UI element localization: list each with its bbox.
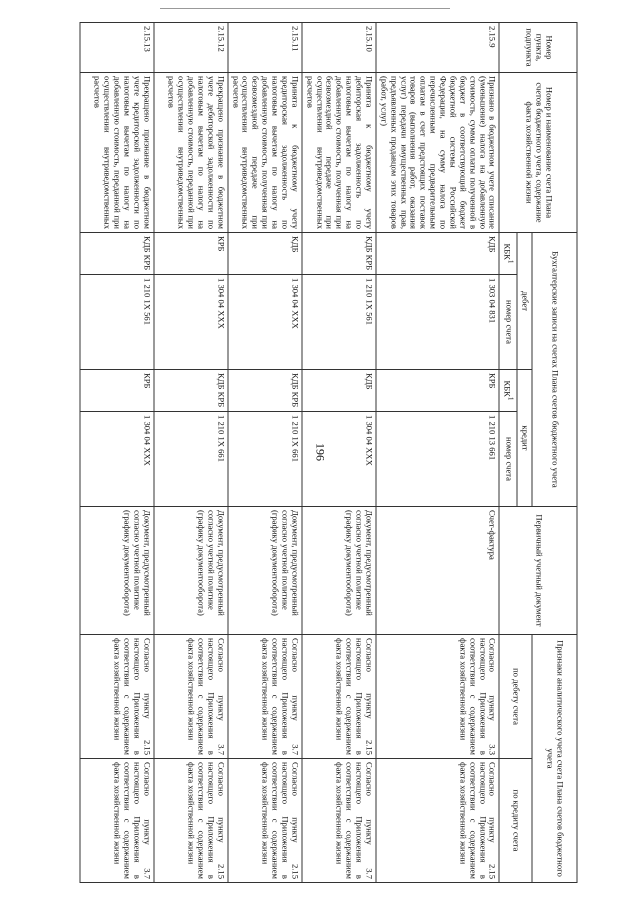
header-by-debit: по дебету счета [499, 635, 532, 759]
row-debit-account: 1 303 04 831 [376, 275, 500, 370]
row-analytic-debit: Согласно пункту 3.7 настоящего Приложения в соответствии с содержанием факта хозяйственной жизни [154, 635, 228, 759]
row-credit-kbk: КРБ [376, 370, 500, 412]
row-analytic-credit: Согласно пункту 3.7 настоящего Приложения в соответствии с содержанием факта хозяйственной жизни [80, 759, 154, 883]
row-number: 2.15.9 [376, 23, 500, 73]
header-debit-account: номер счета [499, 275, 517, 370]
table-row [80, 23, 154, 883]
row-debit-account: 1 210 1X 561 [80, 275, 154, 370]
table-row [302, 23, 376, 883]
row-description: Прекращено признание в бюджетном учете дебиторской задолженности по налоговым вычетам по налогу на добавленную стоимость, переданной при осуществлении внутриведомственных расчетов [154, 73, 228, 233]
row-credit-account: 1 210 1X 661 [154, 412, 228, 507]
header-entries: Бухгалтерские записи на счетах Плана счетов бюджетного учета [532, 233, 577, 507]
row-description: Прекращено признание в бюджетном учете кредиторской задолженности по налоговым вычетам по налогу на добавленную стоимость, переданной при осуществлении внутриведомственных расчетов [80, 73, 154, 233]
row-debit-kbk: КДБ КРБ [80, 233, 154, 275]
header-number: Номер пункта, подпункта [499, 23, 577, 73]
table-row [228, 23, 302, 883]
row-debit-kbk: КДБ КРБ [302, 233, 376, 275]
top-rule [160, 8, 450, 9]
table-row [376, 23, 500, 883]
rotated-table-container [63, 22, 578, 882]
header-document: Первичный учетный документ [499, 507, 577, 635]
row-analytic-credit: Согласно пункту 2.15 настоящего Приложения в соответствии с содержанием факта хозяйственной жизни [376, 759, 500, 883]
row-description: Признано в бюджетном учете списание (уменьшение) налога на добавленную стоимость, суммы оплаты полученной в бюджет в соответствующий бюджет бюджетной системы Российской Федерации, на сумму налога по перечисленным предварительным оплатам в счет предстоящих поставок товаров (выполнения работ, оказания услуг) передачи имущественных прав, предъявленных продавцом этих товаров (работ, услуг) [376, 73, 500, 233]
row-number: 2.15.12 [154, 23, 228, 73]
header-analytic: Признаки аналитического учета счета Плана счетов бюджетного учета [532, 635, 577, 883]
row-description: Принята к бюджетному учету кредиторская задолженность по налоговым вычетам по налогу на добавленную стоимость, полученная при безвозмездной передаче при осуществлении внутриведомственных расчетов [228, 73, 302, 233]
accounting-entries-table [79, 22, 577, 883]
table-row [154, 23, 228, 883]
row-analytic-debit: Согласно пункту 3.3 настоящего Приложения в соответствии с содержанием факта хозяйственной жизни [376, 635, 500, 759]
header-debit-kbk: КБК$^1$ [499, 233, 517, 275]
row-credit-kbk: КДБ КРБ [228, 370, 302, 412]
row-analytic-debit: Согласно пункту 2.15 настоящего Приложения в соответствии с содержанием факта хозяйственной жизни [80, 635, 154, 759]
row-debit-account: 1 304 04 XXX [154, 275, 228, 370]
row-debit-kbk: КРБ [154, 233, 228, 275]
row-debit-account: 1 304 04 XXX [228, 275, 302, 370]
row-debit-kbk: КДБ [376, 233, 500, 275]
page-number: 196 [313, 443, 328, 461]
header-credit-account: номер счета [499, 412, 517, 507]
row-number: 2.15.10 [302, 23, 376, 73]
row-number: 2.15.11 [228, 23, 302, 73]
row-analytic-debit: Согласно пункту 3.7 настоящего Приложения в соответствии с содержанием факта хозяйственной жизни [228, 635, 302, 759]
row-credit-account: 1 210 13 661 [376, 412, 500, 507]
row-debit-kbk: КДБ [228, 233, 302, 275]
header-by-credit: по кредиту счета [499, 759, 532, 883]
row-document: Документ, предусмотренный согласно учетной политике (графику документооборота) [154, 507, 228, 635]
header-account-name: Номер и наименование счета Плана счетов бюджетного учета, содержание факта хозяйственной жизни [499, 73, 577, 233]
row-credit-account: 1 304 04 XXX [80, 412, 154, 507]
header-debit: дебет [517, 233, 532, 370]
row-credit-account: 1 304 04 XXX [302, 412, 376, 507]
row-number: 2.15.13 [80, 23, 154, 73]
row-document: Счет-фактура [376, 507, 500, 635]
header-credit-kbk: КБК$^1$ [499, 370, 517, 412]
row-description: Принята к бюджетному учету дебиторская задолженность по налоговым вычетам по налогу на добавленную стоимость, полученная при безвозмездной передаче при осуществлении внутриведомственных расчетов [302, 73, 376, 233]
row-document: Документ, предусмотренный согласно учетной политике (графику документооборота) [302, 507, 376, 635]
row-analytic-debit: Согласно пункту 2.15 настоящего Приложения в соответствии с содержанием факта хозяйственной жизни [302, 635, 376, 759]
row-analytic-credit: Согласно пункту 3.7 настоящего Приложения в соответствии с содержанием факта хозяйственной жизни [302, 759, 376, 883]
row-debit-account: 1 210 1X 561 [302, 275, 376, 370]
row-analytic-credit: Согласно пункту 2.15 настоящего Приложения в соответствии с содержанием факта хозяйственной жизни [228, 759, 302, 883]
row-document: Документ, предусмотренный согласно учетной политике (графику документооборота) [80, 507, 154, 635]
row-analytic-credit: Согласно пункту 2.15 настоящего Приложения в соответствии с содержанием факта хозяйственной жизни [154, 759, 228, 883]
row-document: Документ, предусмотренный согласно учетной политике (графику документооборота) [228, 507, 302, 635]
row-credit-kbk: КДБ [302, 370, 376, 412]
row-credit-kbk: КРБ [80, 370, 154, 412]
header-credit: кредит [517, 370, 532, 507]
row-credit-kbk: КДБ КРБ [154, 370, 228, 412]
row-credit-account: 1 210 1X 661 [228, 412, 302, 507]
